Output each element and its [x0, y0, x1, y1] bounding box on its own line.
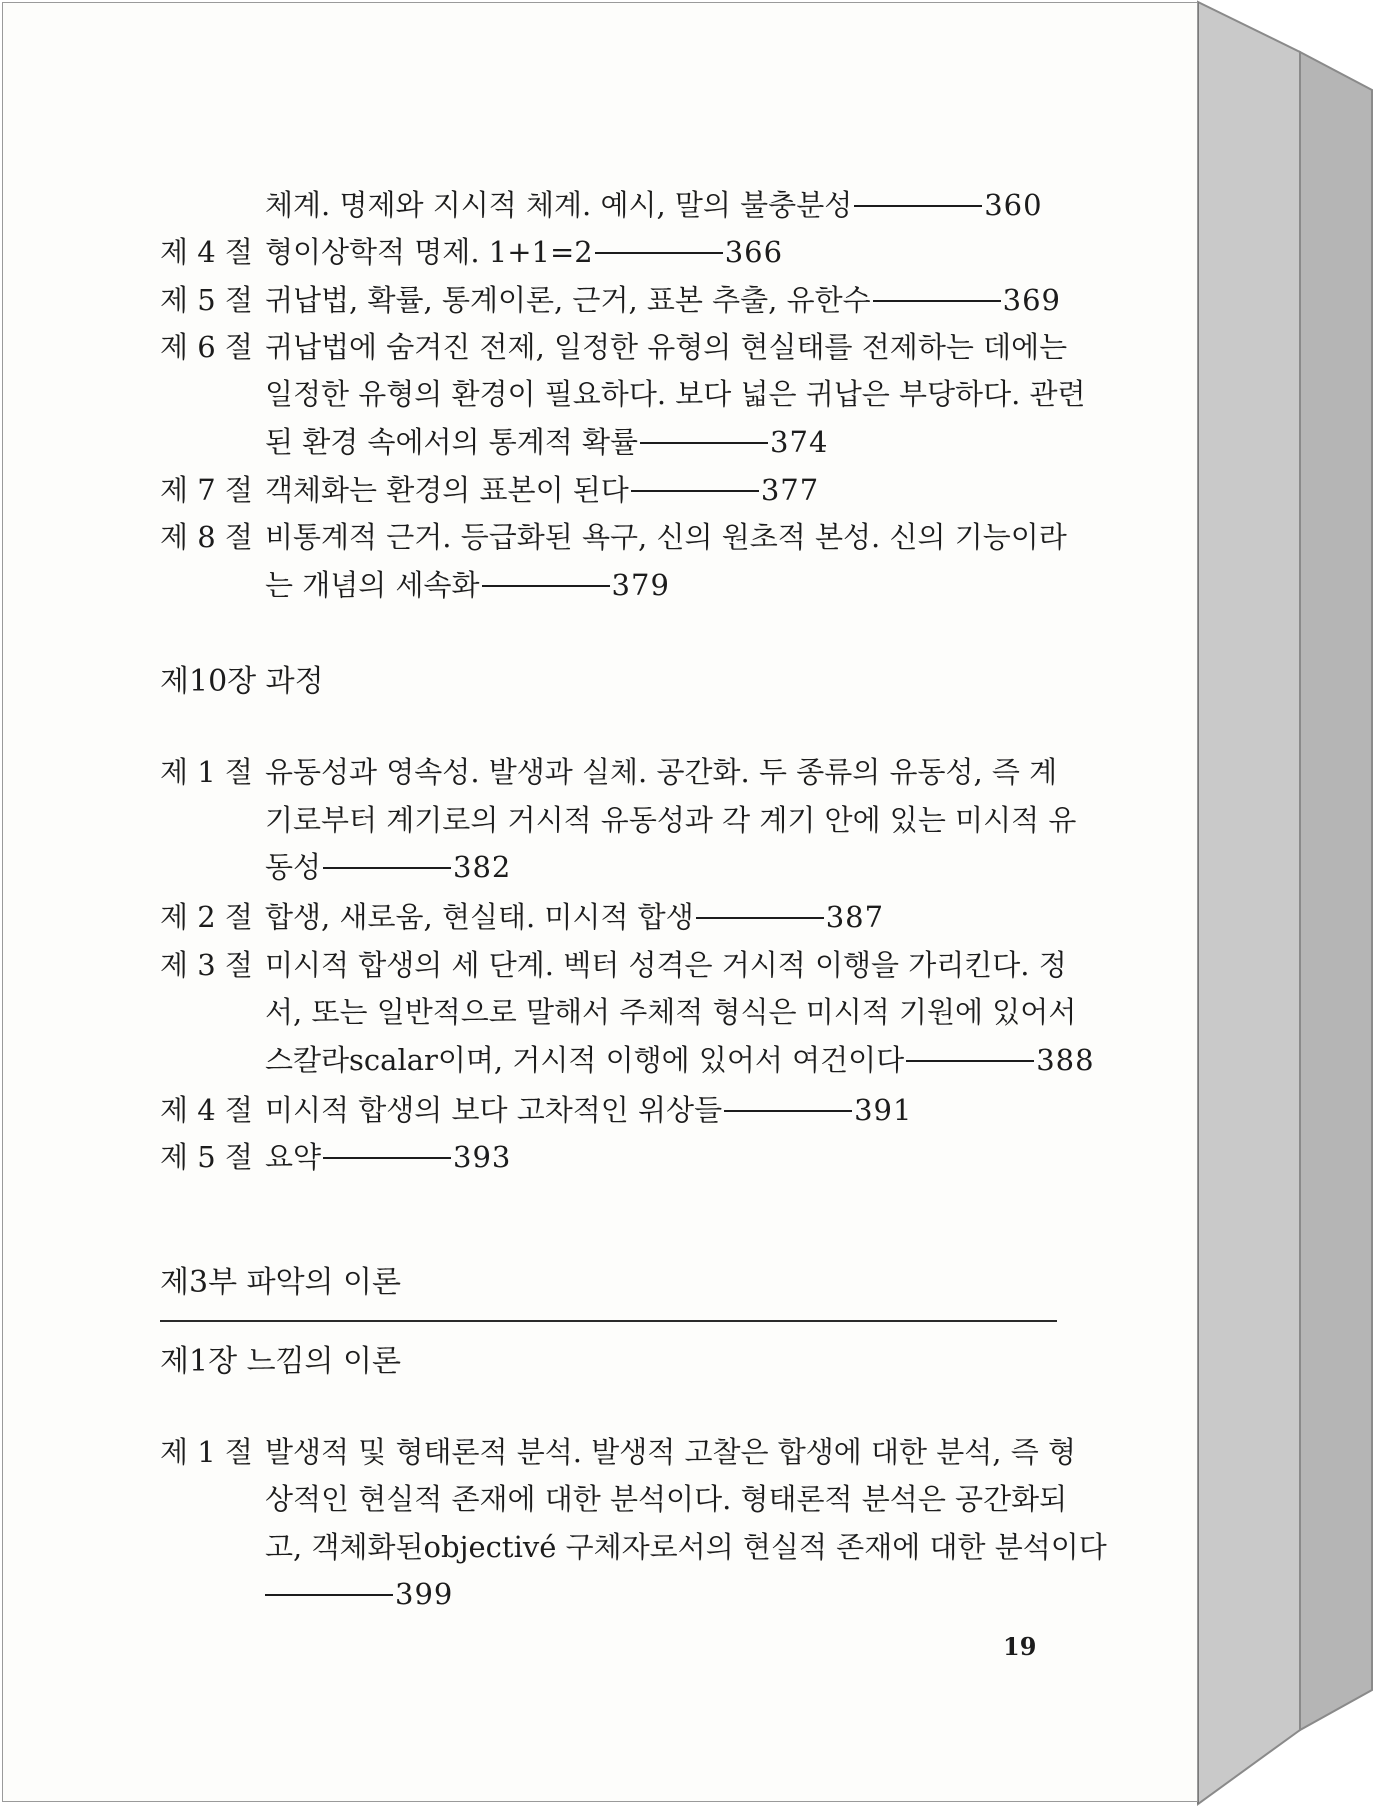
- toc-entry-line: 발생적 및 형태론적 분석. 발생적 고찰은 합생에 대한 분석, 즉 형: [265, 1435, 1076, 1469]
- section-label: 제 7 절: [160, 473, 253, 507]
- leader-line: [482, 585, 610, 587]
- section-label: 제 1 절: [160, 755, 253, 789]
- section-label: 제 5 절: [160, 283, 253, 317]
- toc-entry-line: 399: [265, 1577, 453, 1611]
- toc-entry-line: 기로부터 계기로의 거시적 유동성과 각 계기 안에 있는 미시적 유: [265, 803, 1077, 837]
- leader-line: [595, 252, 723, 254]
- toc-entry: 요약 393: [265, 1140, 512, 1174]
- toc-entry-line: 유동성과 영속성. 발생과 실체. 공간화. 두 종류의 유동성, 즉 계: [265, 755, 1058, 789]
- section-label: 제 5 절: [160, 1140, 253, 1174]
- toc-entry-line: 된 환경 속에서의 통계적 확률 374: [265, 425, 829, 459]
- page-number: 19: [1003, 1632, 1037, 1661]
- toc-entry-line: 서, 또는 일반적으로 말해서 주체적 형식은 미시적 기원에 있어서: [265, 995, 1077, 1029]
- toc-entry-line: 동성 382: [265, 850, 512, 884]
- toc-entry-line: 는 개념의 세속화 379: [265, 568, 670, 602]
- section-label: 제 1 절: [160, 1435, 253, 1469]
- leader-line: [631, 490, 759, 492]
- leader-line: [265, 1594, 393, 1596]
- toc-entry: 객체화는 환경의 표본이 된다 377: [265, 473, 820, 507]
- leader-line: [323, 867, 451, 869]
- leader-line: [906, 1060, 1034, 1062]
- section-label: 제 2 절: [160, 900, 253, 934]
- toc-entry-line: 미시적 합생의 세 단계. 벡터 성격은 거시적 이행을 가리킨다. 정: [265, 948, 1067, 982]
- section-label: 제 3 절: [160, 948, 253, 982]
- chapter-title: 제1장 느낌의 이론: [160, 1344, 402, 1379]
- toc-entry-line: 귀납법에 숨겨진 전제, 일정한 유형의 현실태를 전제하는 데에는: [265, 330, 1068, 364]
- toc-entry-continuation: 체계. 명제와 지시적 체계. 예시, 말의 불충분성 360: [265, 188, 1043, 222]
- toc-entry-line: 고, 객체화된objectivé 구체자로서의 현실적 존재에 대한 분석이다: [265, 1530, 1107, 1564]
- part-divider: [160, 1320, 1057, 1322]
- section-label: 제 4 절: [160, 235, 253, 269]
- toc-entry-line: 일정한 유형의 환경이 필요하다. 보다 넓은 귀납은 부당하다. 관련: [265, 377, 1086, 411]
- part-title: 제3부 파악의 이론: [160, 1265, 402, 1300]
- toc-entry-line: 비통계적 근거. 등급화된 욕구, 신의 원초적 본성. 신의 기능이라: [265, 520, 1067, 554]
- toc-entry-line: 상적인 현실적 존재에 대한 분석이다. 형태론적 분석은 공간화되: [265, 1482, 1068, 1516]
- toc-entry-line: 스칼라scalar이며, 거시적 이행에 있어서 여건이다 388: [265, 1043, 1095, 1077]
- chapter-title: 제10장 과정: [160, 664, 324, 699]
- toc-entry: 합생, 새로움, 현실태. 미시적 합생 387: [265, 900, 885, 934]
- toc-entry: 귀납법, 확률, 통계이론, 근거, 표본 추출, 유한수 369: [265, 283, 1062, 317]
- leader-line: [323, 1157, 451, 1159]
- leader-line: [640, 442, 768, 444]
- section-label: 제 8 절: [160, 520, 253, 554]
- leader-line: [724, 1110, 852, 1112]
- book-page: [2, 2, 1198, 1802]
- toc-entry: 미시적 합생의 보다 고차적인 위상들 391: [265, 1093, 913, 1127]
- leader-line: [696, 917, 824, 919]
- section-label: 제 6 절: [160, 330, 253, 364]
- section-label: 제 4 절: [160, 1093, 253, 1127]
- toc-entry: 형이상학적 명제. 1+1=2 366: [265, 235, 784, 269]
- leader-line: [854, 205, 982, 207]
- leader-line: [873, 300, 1001, 302]
